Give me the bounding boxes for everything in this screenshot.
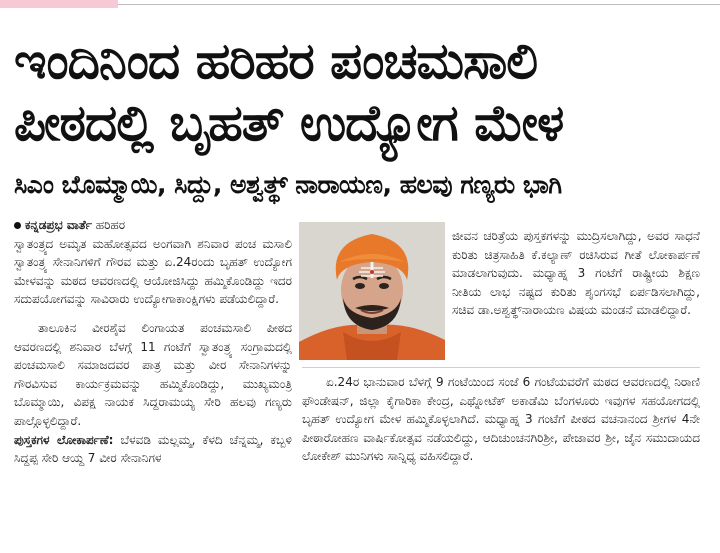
byline	[14, 216, 292, 235]
bottom-column	[302, 373, 700, 466]
bullet-icon	[14, 222, 21, 229]
left-paragraph-3	[14, 431, 292, 468]
seer-portrait-image	[299, 222, 445, 360]
books-release-text: ಬೆಳವಡಿ ಮಲ್ಲಮ್ಮ, ಕೆಳದಿ ಚೆನ್ನಮ್ಮ, ಕಬ್ಬಳಿ ಸಿದ್ದಪ್ಪ ಸೇರಿ ಆಯ್ದ 7 ವೀರ ಸೇನಾನಿಗಳ	[14, 432, 292, 466]
top-rule	[118, 4, 720, 5]
bottom-paragraph: ಏ.24ರ ಭಾನುವಾರ ಬೆಳಗ್ಗೆ 9 ಗಂಟೆಯಿಂದ ಸಂಜೆ 6 ಗಂಟೆಯವರೆಗೆ ಮಠದ ಆವರಣದಲ್ಲಿ ನಿರಾಣಿ ಫೌಂಡೇಷನ್, ಜಿಲ್ಲಾ ಕೈಗಾರಿಕಾ ಕೇಂದ್ರ, ಎಥ್ನೋಟೆಕ್ ಅಕಾಡೆಮಿ ಬೆಂಗಳೂರು ಇವುಗಳ ಸಹಯೋಗದಲ್ಲಿ ಬೃಹತ್ ಉದ್ಯೋಗ ಮೇಳ ಹಮ್ಮಿಕೊಳ್ಳಲಾಗಿದೆ. ಮಧ್ಯಾಹ್ನ 3 ಗಂಟೆಗೆ ಪೀಠದ ವಚನಾನಂದ ಶ್ರೀಗಳ 4ನೇ ಪೀಠಾರೋಹಣ ವಾರ್ಷಿಕೋತ್ಸವ ನಡೆಯಲಿದ್ದು, ಆದಿಚುಂಚನಗಿರಿಶ್ರೀ, ಪೇಜಾವರ ಶ್ರೀ, ಜೈನ ಸಮುದಾಯದ ಲೋಕೇಶ್ ಮುನಿಗಳು ಸಾನ್ನಿಧ್ಯ ವಹಿಸಲಿದ್ದಾರೆ.	[302, 375, 700, 464]
top-accent-strip	[0, 0, 118, 8]
byline-paper: ಕನ್ನಡಪ್ರಭ ವಾರ್ತೆ	[25, 218, 92, 232]
seer-photo	[299, 222, 445, 360]
column-divider	[302, 367, 700, 368]
left-paragraph-1: ಸ್ವಾತಂತ್ರ್ಯದ ಅಮೃತ ಮಹೋತ್ಸವದ ಅಂಗವಾಗಿ ಶನಿವಾರ ಪಂಚ ಮಸಾಲಿ ಸ್ವಾತಂತ್ರ್ಯ ಸೇನಾನಿಗಳಿಗೆ ಗೌರವ ಮತ್ತು ಏ.24ರಂದು ಬೃಹತ್ ಉದ್ಯೋಗ ಮೇಳವನ್ನು ಮಠದ ಆವರಣದಲ್ಲಿ ಆಯೋಜಿಸಿದ್ದು ಹಮ್ಮಿಕೊಂಡಿದ್ದು ಇದರ ಸದುಪಯೋಗವನ್ನು ಸಾವಿರಾರು ಉದ್ಯೋಗಾಕಾಂಕ್ಷಿಗಳು ಪಡೆಯಲಿದ್ದಾರೆ.	[14, 236, 292, 307]
headline-line-1: ಇಂದಿನಿಂದ ಹರಿಹರ ಪಂಚಮಸಾಲಿ	[14, 32, 538, 90]
left-paragraph-2: ತಾಲೂಕಿನ ವೀರಶೈವ ಲಿಂಗಾಯತ ಪಂಚಮಸಾಲಿ ಪೀಠದ ಆವರಣದಲ್ಲಿ ಶನಿವಾರ ಬೆಳಗ್ಗೆ 11 ಗಂಟೆಗೆ ಸ್ವಾತಂತ್ರ್ಯ ಸಂಗ್ರಾಮದಲ್ಲಿ ಪಂಚಮಸಾಲಿ ಸಮಾಜದವರ ಪಾತ್ರ ಮತ್ತು ವೀರ ಸೇನಾನಿಗಳನ್ನು ಗೌರವಿಸುವ ಕಾರ್ಯಕ್ರಮವನ್ನು ಹಮ್ಮಿಕೊಂಡಿದ್ದು, ಮುಖ್ಯಮಂತ್ರಿ ಬೊಮ್ಮಾಯಿ, ವಿಪಕ್ಷ ನಾಯಕ ಸಿದ್ದರಾಮಯ್ಯ ಸೇರಿ ಹಲವು ಗಣ್ಯರು ಪಾಲ್ಗೊಳ್ಳಲಿದ್ದಾರೆ.	[14, 320, 292, 428]
right-paragraph-1: ಜೀವನ ಚರಿತ್ರೆಯ ಪುಸ್ತಕಗಳನ್ನು ಮುದ್ರಿಸಲಾಗಿದ್ದು, ಅವರ ಸಾಧನೆ ಕುರಿತು ಚಿತ್ರಸಾಹಿತಿ ಕೆ.ಕಲ್ಯಾಣ್ ರಚಿಸಿರುವ ಗೀತೆ ಲೋಕಾರ್ಪಣೆ ಮಾಡಲಾಗುವುದು. ಮಧ್ಯಾಹ್ನ 3 ಗಂಟೆಗೆ ರಾಷ್ಟ್ರೀಯ ಶಿಕ್ಷಣ ನೀತಿಯ ಲಾಭ ನಷ್ಟದ ಕುರಿತು ಶೃಂಗಸಭೆ ಏರ್ಪಡಿಸಲಾಗಿದ್ದು, ಸಚಿವ ಡಾ.ಅಶ್ವತ್ಥ್‌ನಾರಾಯಣ ವಿಷಯ ಮಂಡನೆ ಮಾಡಲಿದ್ದಾರೆ.	[452, 229, 700, 318]
headline	[14, 30, 712, 154]
subheadline: ಸಿಎಂ ಬೊಮ್ಮಾಯಿ, ಸಿದ್ದು, ಅಶ್ವತ್ಥ್ ನಾರಾಯಣ, ಹಲವು ಗಣ್ಯರು ಭಾಗಿ	[14, 170, 562, 199]
books-release-subhead: ಪುಸ್ತಕಗಳ ಲೋಕಾರ್ಪಣೆ:	[14, 432, 114, 447]
headline-line-2: ಪೀಠದಲ್ಲಿ ಬೃಹತ್ ಉದ್ಯೋಗ ಮೇಳ	[14, 94, 564, 152]
left-column	[14, 216, 292, 468]
right-column	[452, 227, 700, 320]
byline-place: ಹರಿಹರ	[95, 218, 126, 232]
